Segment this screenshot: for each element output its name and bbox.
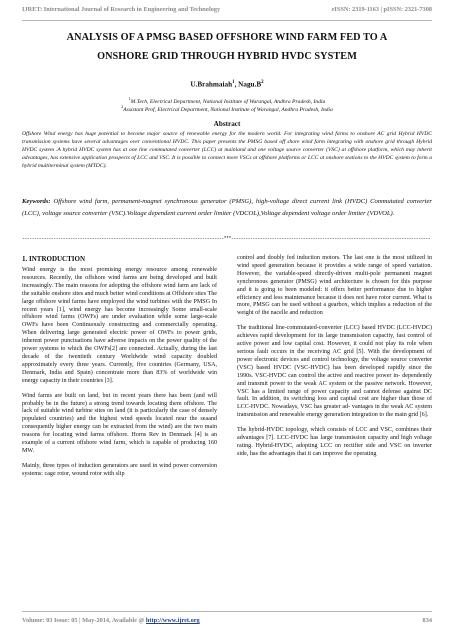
running-footer: [22, 617, 432, 624]
affiliation-2: [22, 103, 432, 114]
author-2-sup: 2: [261, 80, 264, 85]
affiliation-1-text: M.Tech, Electrical Department, National Institute of Warangal, Andhra Pradesh, India: [130, 98, 326, 105]
running-header: [22, 6, 432, 13]
paragraph: Wind farms are built on land, but in recent years there has been (and will probably be in the future) a strong trend towards locating them offshore. The lack of suitable wind turbine sites on land (it is particularly the case of densely populated countries) and the highest wind speeds located near the seaand consequently higher energy can be extracted from the wind) are the two main reasons for locating wind farms offshore. Horns Rev in Denmark [4] is an example of a current offshore wind farm, which is capable of producing 160 MW.: [22, 392, 217, 454]
author-list: [22, 80, 432, 88]
abstract-text: Offshore Wind energy has huge potential to become major source of renewable energy for the modern world. For integrating wind farms to onshore AC grid Hybrid HVDC transmission systems have several advantages over conventional HVDC. This paper presents the PMSG based off shore wind farm integrating with onshore grid through Hybrid HVDC system .A hybrid HVDC system has at one line commutated converter (LCC) at mainland and one voltage source converter (VSC) at offshore platform, which may inherit advantages, has extensive application prospects of LCC and VSC. It is possible to connect more VSCs at offshore platforms or LCC at onshore stations to the HVDC system to form a hybrid multiterminal system (MTDC).: [22, 131, 432, 170]
author-1-sup: 1: [232, 80, 235, 85]
keywords-label: Keywords:: [22, 198, 51, 205]
title-line-2: ONSHORE GRID THROUGH HYBRID HVDC SYSTEM: [97, 51, 357, 62]
header-rule: [22, 20, 432, 21]
paper-title: [22, 28, 432, 66]
section-separator: ------------------------------------------------------------------------------------***-----------------------------------------------------------------------------------: [22, 236, 431, 242]
paragraph: Wind energy is the most promising energy resource among renewable resources. Recently, the offshore wind farms are being developed and built increasingly. The main reasons for adopting the offshore wind farm are lack of the suitable onshore sites and much better wind conditions at Offshore sites The large offshore wind farms have employed the wind turbines with the PMSG In recent years [1], wind energy has become increasingly Some small-scale offshore wind farms (OWFs) are under evaluation while some large-scale OWFs have been Continuously constructing and commercially operating. When delivering large generated electric power of OWFs to power grids, inherent power punctuations have adverse impacts on the power quality of the power systems to which the OWFs[2] are connected. Actually, during the last decade of the twentieth century Worldwide wind capacity doubled approximately every three years. Currently, five countries (Germany, USA, Denmark, India and Spain) concentrate more than 83% of worldwide win energy capacity in their countries [3].: [22, 267, 217, 384]
left-column: [22, 255, 217, 486]
abstract-heading: Abstract: [213, 120, 241, 128]
author-1: U.Brahmaiah: [190, 80, 233, 89]
page-number: 834: [422, 617, 432, 624]
right-column: [237, 255, 432, 466]
journal-link[interactable]: http://www.ijret.org: [145, 617, 200, 624]
paragraph: The hybrid-HVDC topology, which consists of LCC and VSC, combines their advantages [7]. LCC-HVDC has large transmission capacity and high voltage rating. Hybrid-HVDC, adopting LCC on rectifier side and VSC on inverter side, has the advantages that it can improve the operating: [237, 427, 432, 457]
footer-rule: [22, 611, 432, 612]
affiliation-2-text: Assistant Prof, Electrical Department, National Institute of Warangal, Andhra Pradesh, India: [123, 106, 333, 113]
issn: eISSN: 2319-1163 | pISSN: 2321-7308: [331, 6, 432, 13]
keywords: [22, 196, 432, 220]
author-2: Nagu.B: [238, 80, 262, 89]
volume-info: [22, 617, 200, 624]
author-separator: ,: [234, 80, 239, 89]
paragraph: control and doubly fed induction motors. The last one is the most utilized in wind speed generation because it provides a wide range of speed variation. However, the variable-speed directly-driven multi-pole permanent magnet synchronous generator (PMSG) wind architecture is chosen for this purpose and it is going to been modeled: it offers better performance due to higher efficiency and less maintenance because it does not have rotor current. What is more, PMSG can be used without a gearbox, which implies a reduction of the weight of the nacelle and reduction: [237, 255, 432, 317]
affiliation-1-sup: 1: [128, 96, 131, 101]
volume-text: Volume: 03 Issue: 05 | May-2014, Available @: [22, 617, 146, 624]
keywords-text: Offshore wind farm, permanent-magnet synchronous generator (PMSG), high-voltage direct current link (HVDC) Commutated converter (LCC), voltage source converter (VSC).Voltage dependent current order limiter (VDCOL),Voltage dependent voltage order limiter (VDVOL).: [22, 198, 432, 217]
title-line-1: ANALYSIS OF A PMSG BASED OFFSHORE WIND FARM FED TO A: [66, 32, 388, 43]
introduction-heading: 1. INTRODUCTION: [22, 255, 86, 263]
affiliation-2-sup: 2: [121, 104, 124, 109]
paragraph: Mainly, three types of induction generators are used in wind power conversion systems: cage rotor, wound rotor with slip: [22, 462, 217, 477]
journal-name: IJRET: International Journal of Research in Engineering and Technology: [22, 6, 221, 13]
paragraph: The traditional line-commutated-converter (LCC) based HVDC (LCC-HVDC) achieves rapid development for its large transmission capacity, fast control of active power and low capital cost. However, it could not play its role when serious fault occurs in the receiving AC grid [5]. With the development of power electronic devices and control technology, the voltage source converter (VSC) based HVDC (VSC-HVDC) has been developed rapidly since the 1990s. VSC-HVDC can control the active and reactive power in- dependently and transmit power to the weak AC system or the passive network. However, VSC has a limited range of power capacity and cannot defense against DC fault. In addition, its switching loss and capital cost are higher than those of LCC-HVDC. Nowadays, VSC has greater ad- vantages in the weak AC system transmission and renewable energy generation integration to the main grid [6].: [237, 325, 432, 419]
